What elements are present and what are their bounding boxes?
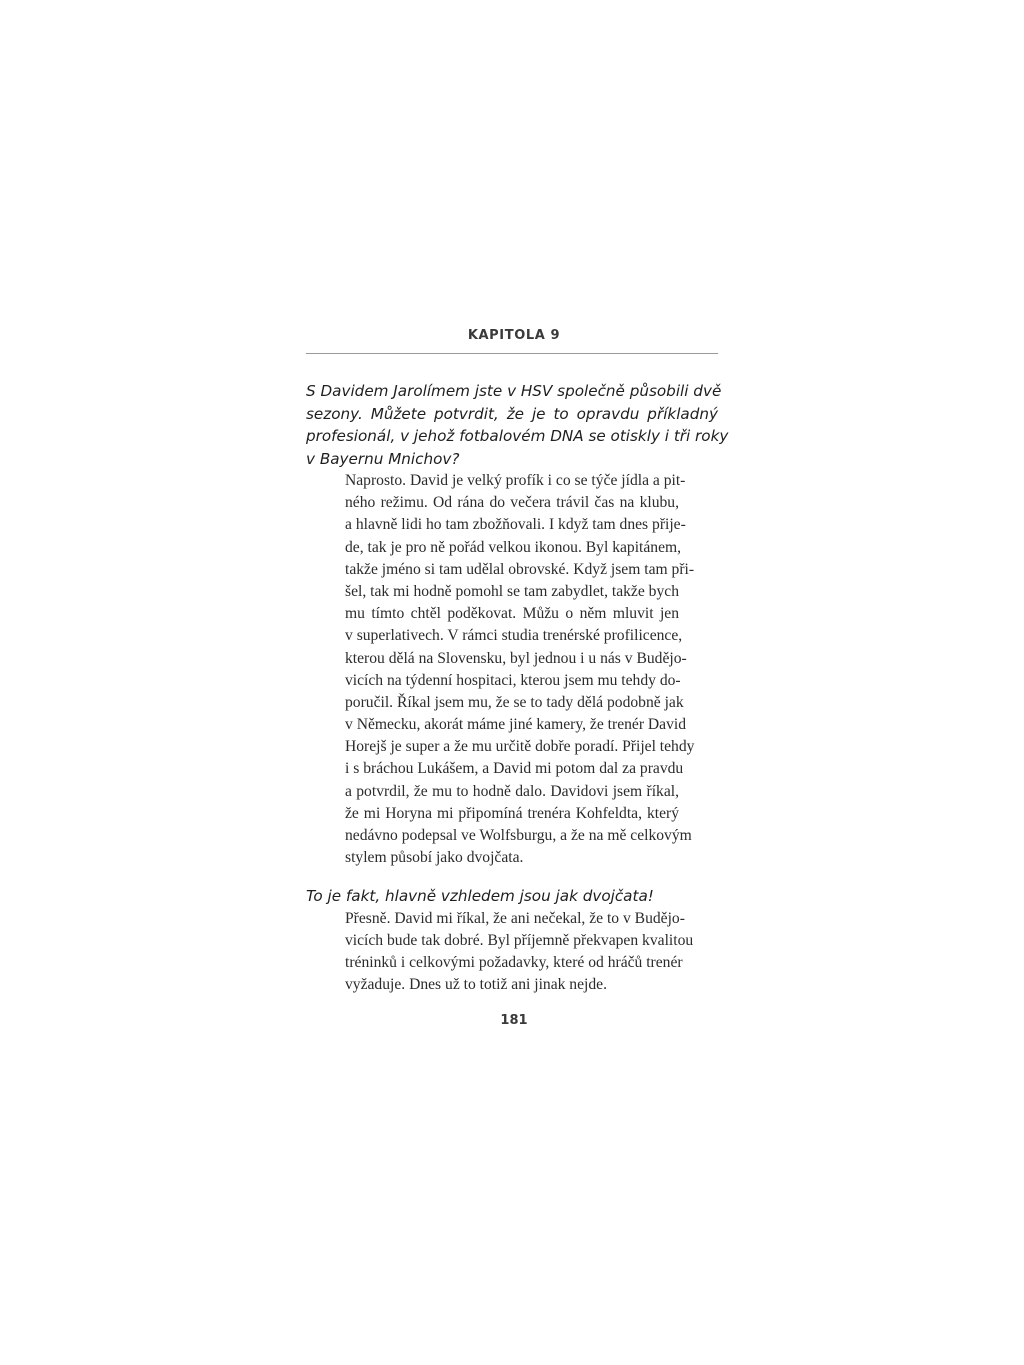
question-line: profesionál, v jehož fotbalovém DNA se otiskly i tři roky bbox=[306, 427, 729, 445]
answer-line: nedávno podepsal ve Wolfsburgu, a že na mě celkovým bbox=[345, 827, 692, 844]
interview-question bbox=[306, 885, 718, 908]
answer-line: poručil. Říkal jsem mu, že se to tady dělá podobně jak bbox=[345, 693, 684, 711]
answer-line: ného režimu. Od rána do večera trávil čas na klubu, bbox=[345, 494, 679, 512]
answer-line: takže jméno si tam udělal obrovské. Když jsem tam při- bbox=[345, 560, 695, 578]
page-number: 181 bbox=[500, 1012, 528, 1028]
answer-line: i s bráchou Lukášem, a David mi potom dal za pravdu bbox=[345, 760, 684, 778]
answer-line: de, tak je pro ně pořád velkou ikonou. Byl kapitánem, bbox=[345, 538, 682, 556]
question-line: To je fakt, hlavně vzhledem jsou jak dvojčata! bbox=[306, 887, 654, 906]
question-line: v Bayernu Mnichov? bbox=[306, 449, 460, 468]
answer-line: a potvrdil, že mu to hodně dalo. Davidovi jsem říkal, bbox=[345, 782, 679, 800]
answer-line: vyžaduje. Dnes už to totiž ani jinak nejde. bbox=[345, 976, 607, 994]
header-rule bbox=[306, 353, 718, 354]
running-head: KAPITOLA 9 bbox=[467, 328, 561, 343]
interview-question bbox=[306, 380, 729, 470]
answer-line: kterou dělá na Slovensku, byl jednou i u nás v Budějo- bbox=[345, 649, 687, 667]
interview-answer bbox=[345, 470, 695, 869]
answer-line: šel, tak mi hodně pomohl se tam zabydlet, takže bych bbox=[345, 582, 679, 600]
book-page bbox=[306, 326, 729, 1028]
answer-line: vicích bude tak dobré. Byl příjemně překvapen kvalitou bbox=[345, 932, 694, 950]
answer-line: Přesně. David mi říkal, že ani nečekal, že to v Budějo- bbox=[345, 909, 685, 927]
answer-line: mu tímto chtěl poděkovat. Můžu o něm mluvit jen bbox=[345, 605, 679, 623]
answer-line: tréninků i celkovými požadavky, které od hráčů trenér bbox=[345, 954, 683, 972]
answer-line: v superlativech. V rámci studia trenérské profilicence, bbox=[345, 627, 683, 645]
question-line: sezony. Můžete potvrdit, že je to opravdu příkladný bbox=[306, 404, 718, 423]
answer-line: Horejš je super a že mu určitě dobře poradí. Přijel tehdy bbox=[345, 738, 695, 756]
answer-line: vicích na týdenní hospitaci, kterou jsem mu tehdy do- bbox=[345, 671, 681, 689]
interview-answer bbox=[345, 908, 694, 997]
answer-line: stylem působí jako dvojčata. bbox=[345, 849, 524, 867]
question-line: S Davidem Jarolímem jste v HSV společně působili dvě bbox=[306, 382, 722, 400]
answer-line: Naprosto. David je velký profík i co se týče jídla a pit- bbox=[345, 472, 686, 489]
answer-line: v Německu, akorát máme jiné kamery, že trenér David bbox=[345, 716, 687, 734]
answer-line: a hlavně lidi ho tam zbožňovali. I když tam dnes přije- bbox=[345, 516, 686, 534]
answer-line: že mi Horyna mi připomíná trenéra Kohfeldta, který bbox=[345, 804, 679, 822]
